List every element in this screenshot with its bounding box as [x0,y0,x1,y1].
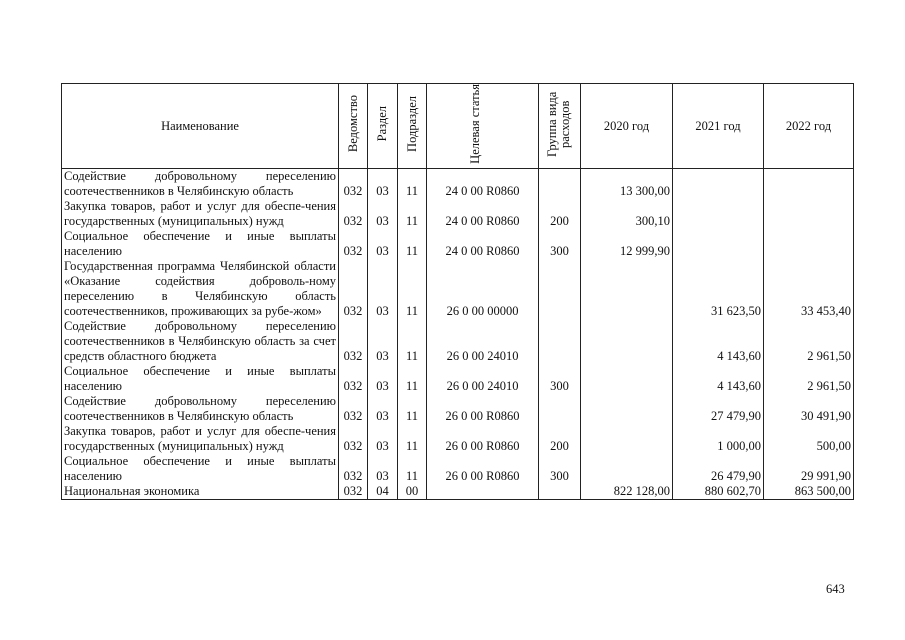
row-name: Социальное обеспечение и иные выплаты населению [62,454,339,484]
row-gruppa: 200 [539,424,581,454]
row-gruppa [539,169,581,200]
row-2022: 33 453,40 [764,259,854,319]
row-2022: 863 500,00 [764,484,854,500]
row-razdel: 04 [368,484,398,500]
row-name: Национальная экономика [62,484,339,500]
row-name: Закупка товаров, работ и услуг для обеспе-чения государственных (муниципальных) нужд [62,424,339,454]
row-vedomstvo: 032 [339,319,368,364]
row-2020 [581,259,673,319]
table-row [62,394,854,424]
row-gruppa: 300 [539,364,581,394]
row-celevaya: 26 0 00 R0860 [427,394,539,424]
row-razdel: 03 [368,454,398,484]
row-2020 [581,319,673,364]
row-2020 [581,364,673,394]
row-celevaya: 24 0 00 R0860 [427,229,539,259]
row-vedomstvo: 032 [339,484,368,500]
table-row [62,259,854,319]
row-2022 [764,169,854,200]
row-gruppa: 300 [539,229,581,259]
row-2021 [673,169,764,200]
row-2021: 1 000,00 [673,424,764,454]
row-2022: 500,00 [764,424,854,454]
row-name: Закупка товаров, работ и услуг для обеспе-чения государственных (муниципальных) нужд [62,199,339,229]
table-header [62,84,854,169]
row-2021: 27 479,90 [673,394,764,424]
row-celevaya: 26 0 00 R0860 [427,454,539,484]
row-2021 [673,199,764,229]
row-2021: 4 143,60 [673,319,764,364]
row-2021: 880 602,70 [673,484,764,500]
table-row [62,424,854,454]
row-2021: 26 479,90 [673,454,764,484]
row-name: Содействие добровольному переселению соотечественников в Челябинскую область [62,169,339,200]
row-gruppa: 200 [539,199,581,229]
header-2020: 2020 год [581,84,673,169]
header-2021: 2021 год [673,84,764,169]
page-number: 643 [826,582,845,596]
header-2022: 2022 год [764,84,854,169]
row-2022: 29 991,90 [764,454,854,484]
header-name: Наименование [62,84,339,169]
header-gruppa: Группа вида расходов [539,84,581,169]
row-celevaya: 24 0 00 R0860 [427,199,539,229]
table-row [62,454,854,484]
row-name: Социальное обеспечение и иные выплаты населению [62,229,339,259]
row-podrazdel: 11 [398,319,427,364]
row-celevaya [427,484,539,500]
row-vedomstvo: 032 [339,424,368,454]
table-row [62,484,854,500]
row-name: Содействие добровольному переселению соотечественников в Челябинскую область за счет средств областного бюджета [62,319,339,364]
row-2020: 822 128,00 [581,484,673,500]
row-gruppa [539,394,581,424]
row-2020: 300,10 [581,199,673,229]
header-podrazdel: Подраздел [398,84,427,169]
row-name: Содействие добровольному переселению соотечественников в Челябинскую область [62,394,339,424]
row-2022 [764,199,854,229]
row-vedomstvo: 032 [339,394,368,424]
row-razdel: 03 [368,169,398,200]
row-name: Государственная программа Челябинской области «Оказание содействия доброволь-ному переселению в Челябинскую область соотечественников, проживающих за рубе-жом» [62,259,339,319]
row-celevaya: 24 0 00 R0860 [427,169,539,200]
table-row [62,229,854,259]
row-celevaya: 26 0 00 00000 [427,259,539,319]
row-2020 [581,394,673,424]
row-gruppa: 300 [539,454,581,484]
row-razdel: 03 [368,319,398,364]
header-celevaya: Целевая статья [427,84,539,169]
row-2021 [673,229,764,259]
row-podrazdel: 11 [398,259,427,319]
row-vedomstvo: 032 [339,169,368,200]
row-razdel: 03 [368,199,398,229]
row-celevaya: 26 0 00 R0860 [427,424,539,454]
row-2022: 2 961,50 [764,364,854,394]
row-podrazdel: 11 [398,199,427,229]
row-vedomstvo: 032 [339,199,368,229]
row-2020: 12 999,90 [581,229,673,259]
row-vedomstvo: 032 [339,229,368,259]
row-vedomstvo: 032 [339,259,368,319]
row-razdel: 03 [368,229,398,259]
header-vedomstvo: Ведомство [339,84,368,169]
row-2020: 13 300,00 [581,169,673,200]
row-razdel: 03 [368,394,398,424]
row-2022 [764,229,854,259]
row-razdel: 03 [368,424,398,454]
table-row [62,199,854,229]
row-gruppa [539,259,581,319]
row-celevaya: 26 0 00 24010 [427,364,539,394]
row-vedomstvo: 032 [339,364,368,394]
row-podrazdel: 11 [398,364,427,394]
table-body [62,169,854,500]
row-name: Социальное обеспечение и иные выплаты населению [62,364,339,394]
row-vedomstvo: 032 [339,454,368,484]
row-podrazdel: 11 [398,454,427,484]
table-row [62,319,854,364]
row-podrazdel: 11 [398,229,427,259]
table-row [62,169,854,200]
row-podrazdel: 00 [398,484,427,500]
row-2021: 4 143,60 [673,364,764,394]
row-2020 [581,424,673,454]
row-podrazdel: 11 [398,169,427,200]
row-2022: 2 961,50 [764,319,854,364]
row-razdel: 03 [368,259,398,319]
row-gruppa [539,484,581,500]
header-razdel: Раздел [368,84,398,169]
row-razdel: 03 [368,364,398,394]
row-podrazdel: 11 [398,424,427,454]
row-podrazdel: 11 [398,394,427,424]
budget-table [61,83,854,500]
row-2022: 30 491,90 [764,394,854,424]
row-2020 [581,454,673,484]
row-2021: 31 623,50 [673,259,764,319]
table-row [62,364,854,394]
row-celevaya: 26 0 00 24010 [427,319,539,364]
row-gruppa [539,319,581,364]
